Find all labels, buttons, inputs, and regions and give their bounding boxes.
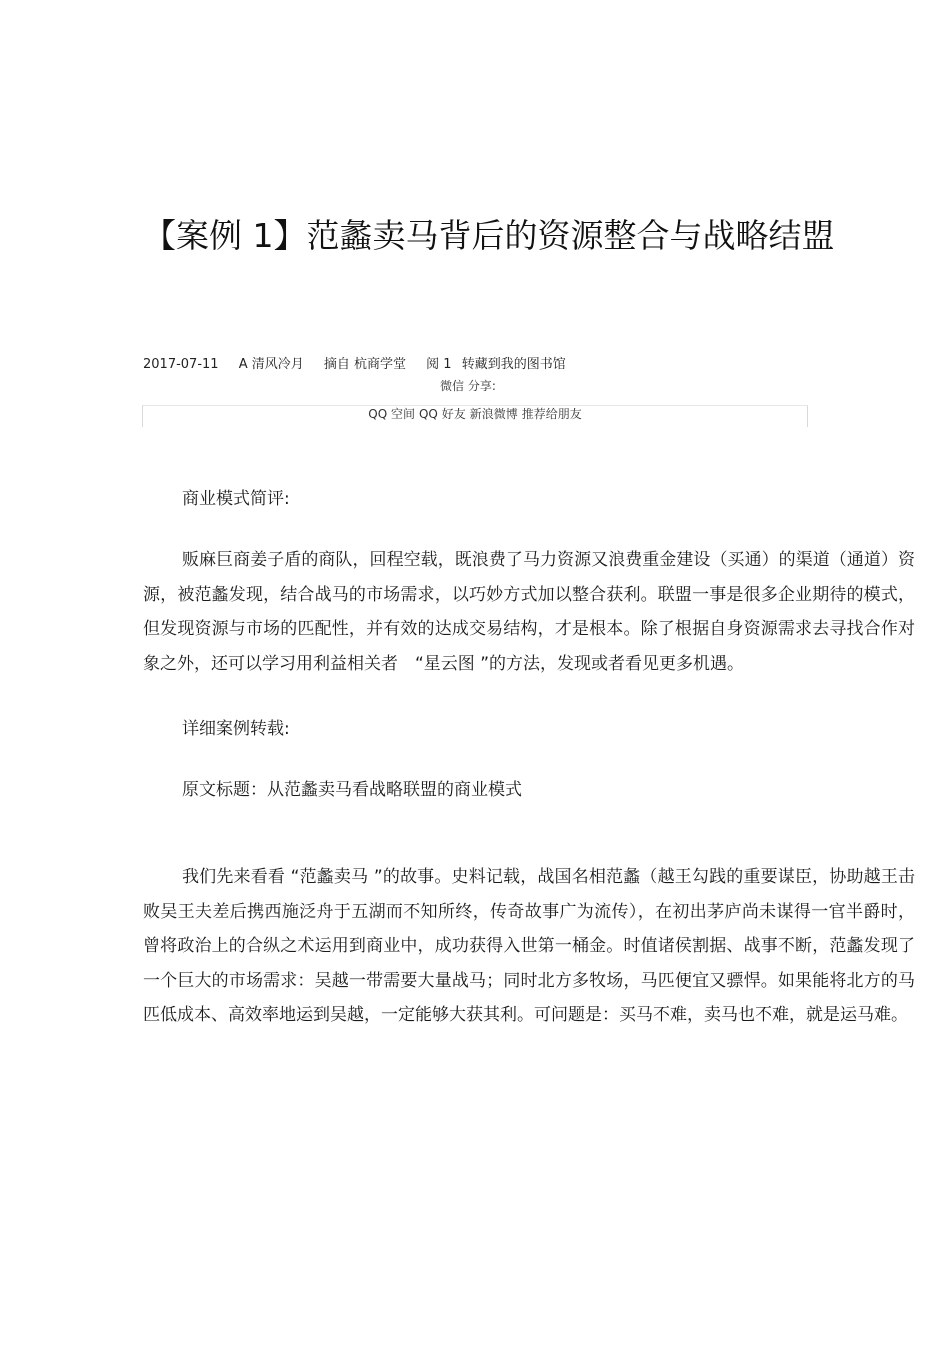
share-recommend-link[interactable]: 推荐给朋友 <box>521 407 582 421</box>
author-link[interactable]: A 清风冷月 <box>238 357 304 372</box>
paragraph-review: 贩麻巨商姜子盾的商队，回程空载，既浪费了马力资源又浪费重金建设（买通）的渠道（通道）资源，被范蠡发现，结合战马的市场需求，以巧妙方式加以整合获利。联盟一事是很多企业期待的模式，但发现资源与市场的匹配性，并有效的达成交易结构，才是根本。除了根据自身资源需求去寻找合作对象之外，还可以学习用利益相关者 “星云图 ”的方法，发现或者看见更多机遇。 <box>143 550 915 674</box>
share-bar <box>142 405 808 427</box>
section-heading-review: 商业模式简评: <box>182 489 290 509</box>
share-label: 微信 分享: <box>440 379 496 393</box>
share-qzone-link[interactable]: QQ 空间 <box>368 407 415 421</box>
source-link[interactable]: 摘自 杭商学堂 <box>323 357 407 372</box>
paragraph-story: 我们先来看看 “范蠡卖马 ”的故事。史料记载，战国名相范蠡（越王勾践的重要谋臣，协助越王击败吴王夫差后携西施泛舟于五湖而不知所终，传奇故事广为流传），在初出茅庐尚未谋得一官半爵时，曾将政治上的合纵之术运用到商业中，成功获得入世第一桶金。时值诸侯割据、战事不断，范蠡发现了一个巨大的市场需求：吴越一带需要大量战马；同时北方多牧场，马匹便宜又骠悍。如果能将北方的马匹低成本、高效率地运到吴越，一定能够大获其利。可问题是：买马不难，卖马也不难，就是运马难。 <box>143 867 915 1025</box>
save-to-library-link[interactable]: 转藏到我的图书馆 <box>461 357 566 372</box>
section-heading-detail: 详细案例转载: <box>182 719 290 739</box>
publish-date: 2017-07-11 <box>143 357 219 372</box>
article-meta <box>143 356 843 374</box>
share-weibo-link[interactable]: 新浪微博 <box>469 407 518 421</box>
share-qq-friend-link[interactable]: QQ 好友 <box>418 407 466 421</box>
article-title: 【案例 1】范蠡卖马背后的资源整合与战略结盟 <box>143 216 835 255</box>
read-count: 阅 1 <box>426 357 452 372</box>
original-title: 原文标题：从范蠡卖马看战略联盟的商业模式 <box>182 780 522 800</box>
